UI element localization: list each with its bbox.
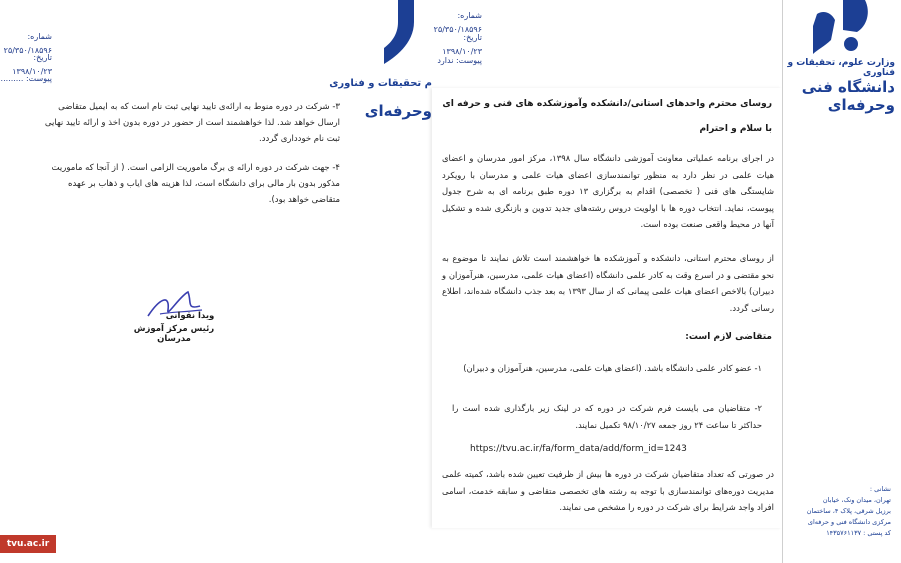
requirement-2: ۲- متقاضیان می بایست فرم شرکت در دوره که در لینک زیر بارگذاری شده است را حداکثر تا ساعت ۲۴ روز جمعه ۹۸/۱۰/۲۷ تکمیل نمایند. <box>452 403 762 430</box>
paragraph-2: از روسای محترم استانی، دانشکده و آموزشکده ها خواهشمند است تلاش نمایند تا موضوع به نحو مقتضی و در اسرع وقت به کادر علمی دانشگاه (اعضای هیات علمی، مدرسین، هنرآموزان و دبیران) بالاخص اعضای هیات علمی پیمانی که از سال ۱۳۹۳ به بعد جذب دانشگاه شده‌اند، اطلاع رسانی گردد. <box>442 253 774 313</box>
item-3: ۳- شرکت در دوره منوط به ارائه‌ی تایید نهایی ثبت نام است که به ایمیل متقاضی ارسال خواهد شد. لذا خواهشمند است از حضور در دوره بدون اخذ و ارائه تایید نهایی ثبت نام خودداری گردد. <box>44 102 340 144</box>
ref-date: تاریخ: ۱۳۹۸/۱۰/۲۳ <box>12 53 52 76</box>
letter-heading: روسای محترم واحدهای استانی/دانشکده وآموزشکده های فنی و حرفه ای <box>442 98 772 109</box>
signer-name: ویدا نقوانی <box>165 311 215 321</box>
address-line-3: مرکزی دانشگاه فنی و حرفه‌ای <box>807 518 891 526</box>
attachment: پیوست: ......... <box>0 74 52 83</box>
university-logo-icon <box>813 0 873 56</box>
postal-code: کد پستی : ۱۴۳۵۷۶۱۱۳۷ <box>826 529 891 537</box>
requirement-1: ۱- عضو کادر علمی دانشگاه باشد. (اعضای هیات علمی، مدرسین، هنرآموزان و دبیران) <box>463 363 762 373</box>
item-4: ۴- جهت شرکت در دوره ارائه ی برگ ماموریت الزامی است. ( از آنجا که ماموریت مذکور بدون بار مالی برای دانشگاه است، لذا هزینه های ایاب و ذهاب بر عهده متقاضی خواهد بود). <box>51 163 340 205</box>
left-page <box>0 0 362 563</box>
middle-university: وحرفه‌ای <box>364 102 432 120</box>
form-link[interactable]: https://tvu.ac.ir/fa/form_data/add/form_id=1243 <box>470 444 687 454</box>
paragraph-3: در صورتی که تعداد متقاضیان شرکت در دوره ها بیش از ظرفیت تعیین شده باشد، کمیته علمی مدیریت دوره‌های توانمندسازی با توجه به رشته های تخصصی متقاضی و سابقه خدمت، اسامی افراد واجد شرایط برای شرکت در دوره را مشخص می نمایند. <box>442 469 774 512</box>
letter-greeting: با سلام و احترام <box>699 124 772 134</box>
signer-title: رئیس مرکز آموزش مدرسان <box>133 324 215 344</box>
ministry-name: وزارت علوم، تحقیقات و فناوری <box>787 58 895 78</box>
site-badge: tvu.ac.ir <box>0 535 56 553</box>
address-line-2: برزیل شرقی، پلاک ۴، ساختمان <box>806 507 891 515</box>
middle-ref-date: تاریخ: ۱۳۹۸/۱۰/۲۳ <box>442 33 482 56</box>
paragraph-1: در اجرای برنامه عملیاتی معاونت آموزشی دانشگاه سال ۱۳۹۸، مرکز امور مدرسان و اعضای هیات علمی در نظر دارد به منظور توانمندسازی اعضای هیات علمی و مدرسان با رویکرد شایستگی های فنی ( تخصصی) اقدام به برگزاری ۱۳ دوره طبق برنامه ای به شرح جدول پیوست، نماید. انتخاب دوره ها با اولویت دروس رشته‌های جدید تدوین و بازنگری شده و تشکیل آنها در محیط واقعی صنعت بوده است. <box>442 153 774 229</box>
university-name: دانشگاه فنی وحرفه‌ای <box>801 78 895 114</box>
letterhead-column <box>782 0 901 563</box>
university-logo-icon <box>384 0 420 64</box>
main-page <box>432 88 782 528</box>
ref-number: شماره: ۲۵/۳۵۰/۱۸۵۹۶ <box>3 32 52 55</box>
address-line-1: تهران، میدان ونک، خیابان <box>822 496 891 504</box>
address-label: نشانی : <box>869 485 891 493</box>
middle-attachment: پیوست: ندارد <box>437 56 482 65</box>
requirements-title: متقاضی لازم است: <box>685 332 772 342</box>
middle-ref-number: شماره: ۲۵/۳۵۰/۱۸۵۹۶ <box>433 11 482 34</box>
middle-ministry: م تحقیقات و فناوری <box>329 78 432 89</box>
